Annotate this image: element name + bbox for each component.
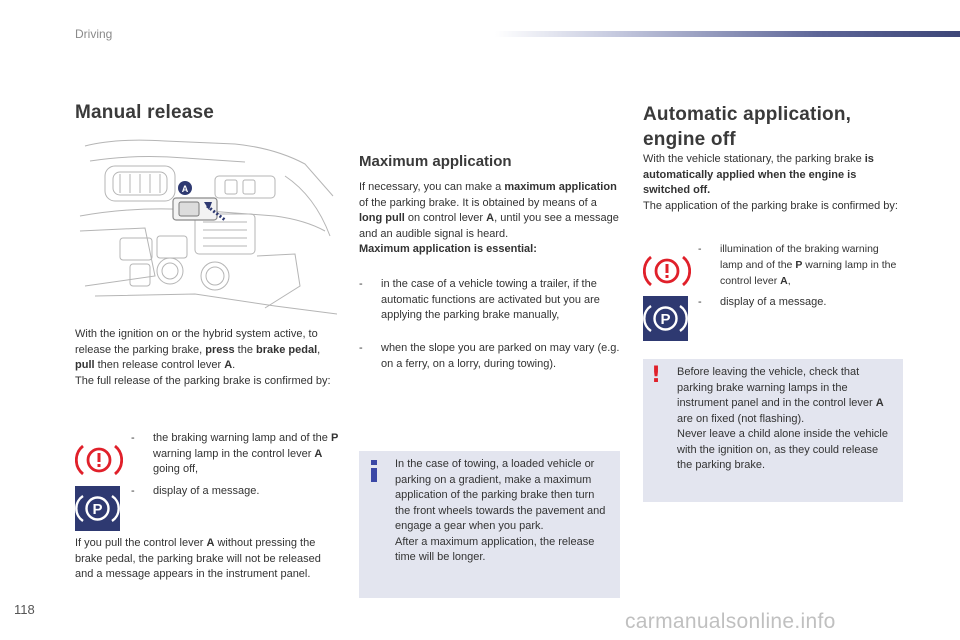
callout-a-label: A	[181, 184, 189, 194]
towing-info-text	[395, 457, 610, 566]
automatic-application-bullet-1: - illumination of the braking warning lamp and of the P warning lamp in the control lever A,	[698, 241, 903, 289]
towing-info-text-2: After a maximum application, the release time will be longer.	[395, 535, 595, 563]
brake-warning-icon	[75, 441, 123, 484]
maximum-application-bullet-2: - when the slope you are parked on may vary (e.g. on a ferry, on a lorry, during towing).	[359, 341, 621, 372]
automatic-application-bullet-2: - display of a message.	[698, 295, 903, 311]
automatic-application-intro: With the vehicle stationary, the parking brake is automatically applied when the engine is switched off.	[643, 153, 874, 196]
section-header: Driving	[75, 27, 113, 41]
automatic-application-bullet-1-text: illumination of the braking warning lamp and of the P warning lamp in the control lever A,	[720, 243, 897, 287]
towing-info-box	[359, 451, 620, 598]
watermark: carmanualsonline.info	[625, 610, 836, 633]
maximum-application-bullet-1-text: in the case of a vehicle towing a trailer, if the automatic functions are activated but you are applying the parking brake manually,	[381, 278, 600, 321]
manual-release-intro-text: With the ignition on or the hybrid system active, to release the parking brake, press the brake pedal, pull then release control lever A.	[75, 328, 321, 371]
maximum-application-title: Maximum application	[359, 153, 512, 170]
towing-info-text-1: In the case of towing, a loaded vehicle or parking on a gradient, make a maximum application of the parking brake then turn the front wheels towards the pavement and engage a gear when you park.	[395, 458, 606, 532]
svg-text:P: P	[92, 501, 103, 518]
brake-warning-icon	[643, 252, 691, 295]
header-bar	[495, 31, 960, 37]
maximum-application-bullet-2-text: when the slope you are parked on may vary (e.g. on a ferry, on a lorry, during towing).	[381, 342, 620, 370]
warning-text: Before leaving the vehicle, check that parking brake warning lamps in the instrument panel and in the control lever A are on fixed (not flashing). Never leave a child alone inside the vehicle with the ignition on, as they could release the parking brake.	[677, 366, 888, 471]
warning-box	[643, 359, 903, 502]
manual-release-confirm-text: The full release of the parking brake is confirmed by:	[75, 374, 331, 387]
manual-release-bullet-1: - the braking warning lamp and of the P warning lamp in the control lever A going off,	[131, 431, 341, 478]
maximum-application-intro: If necessary, you can make a maximum application of the parking brake. It is obtained by means of a long pull on control lever A, until you see a message and an audible signal is heard.	[359, 181, 619, 240]
maximum-application-body	[359, 180, 621, 258]
manual-release-outro: If you pull the control lever A without pressing the brake pedal, the parking brake will not be released and a message appears in the instrument panel.	[75, 537, 321, 580]
page-number: 118	[14, 602, 35, 617]
automatic-application-title-line-1: Automatic application,	[643, 104, 852, 125]
automatic-application-title	[643, 102, 851, 152]
manual-release-bullet-1-text: the braking warning lamp and of the P warning lamp in the control lever A going off,	[153, 432, 339, 475]
automatic-application-title-line-2: engine off	[643, 129, 736, 150]
svg-text:P: P	[660, 311, 671, 328]
maximum-application-bullet-1: - in the case of a vehicle towing a trailer, if the automatic functions are activated but you are applying the parking brake manually,	[359, 277, 621, 324]
manual-release-intro	[75, 327, 340, 389]
parking-brake-photo	[75, 136, 337, 316]
manual-release-bullet-2-text: display of a message.	[153, 485, 260, 497]
automatic-application-body	[643, 152, 905, 214]
manual-release-bullet-2: - display of a message.	[131, 484, 341, 500]
info-icon	[370, 460, 378, 482]
manual-release-title: Manual release	[75, 102, 215, 123]
exclamation-icon: !	[651, 363, 662, 388]
parking-p-icon	[75, 486, 120, 531]
automatic-application-confirm-text: The application of the parking brake is confirmed by:	[643, 199, 898, 212]
parking-p-icon	[643, 296, 688, 341]
automatic-application-bullet-2-text: display of a message.	[720, 296, 827, 308]
maximum-application-essential-label: Maximum application is essential:	[359, 243, 537, 255]
